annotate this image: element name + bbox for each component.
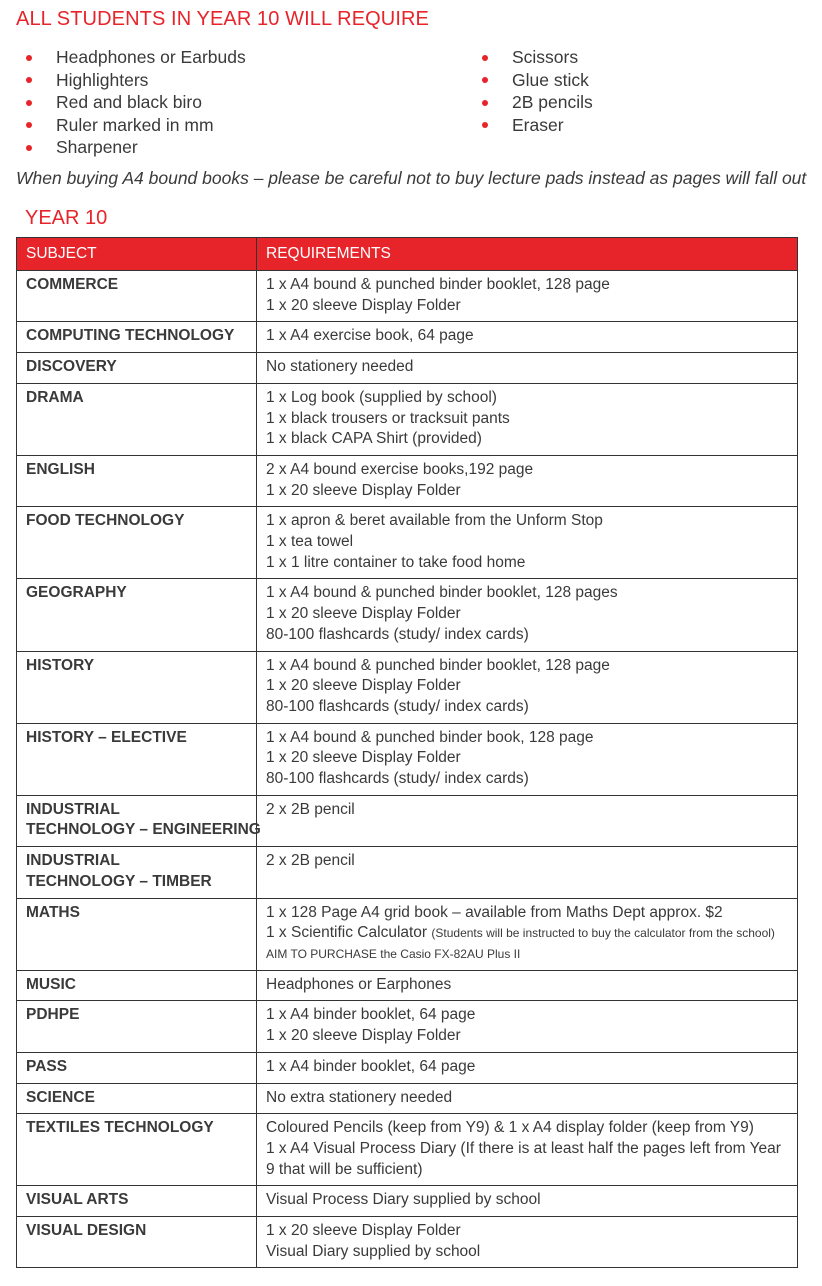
requirement-line: 2 x 2B pencil xyxy=(266,800,355,818)
requirements-cell xyxy=(257,1186,798,1217)
requirement-line: 1 x A4 bound & punched binder booklet, 128 page xyxy=(266,656,610,674)
subject-cell xyxy=(17,795,261,846)
table-row xyxy=(17,1052,798,1083)
requirements-cell xyxy=(257,383,798,455)
requirement-line: 1 x 128 Page A4 grid book – available from Maths Dept approx. $2 xyxy=(266,903,723,921)
subject-cell: FOOD TECHNOLOGY xyxy=(17,507,257,579)
table-row xyxy=(17,970,798,1001)
table-row xyxy=(17,1217,798,1268)
requirements-cell xyxy=(257,723,798,795)
requirement-line: Visual Process Diary supplied by school xyxy=(266,1191,541,1209)
requirement-line: Headphones or Earphones xyxy=(266,975,452,993)
requirements-cell xyxy=(257,1217,798,1268)
subject-cell: MATHS xyxy=(17,898,257,970)
bullet-icon xyxy=(26,55,32,61)
requirement-line: 1 x 20 sleeve Display Folder xyxy=(266,1222,461,1240)
requirement-line xyxy=(266,923,788,944)
requirement-line: 1 x A4 binder booklet, 64 page xyxy=(266,1057,476,1075)
requirement-line: No stationery needed xyxy=(266,358,414,376)
table-row xyxy=(17,1083,798,1114)
requirements-cell xyxy=(257,898,798,970)
requirement-line: 80-100 flashcards (study/ index cards) xyxy=(266,697,529,715)
requirement-line: 2 x 2B pencil xyxy=(266,852,355,870)
requirements-cell xyxy=(257,322,798,353)
calculator-requirement: 1 x Scientific Calculator xyxy=(266,924,428,942)
requirement-line: 1 x 1 litre container to take food home xyxy=(266,553,526,571)
requirements-cell xyxy=(257,795,798,846)
subject-cell xyxy=(17,847,257,898)
requirements-cell xyxy=(257,1114,798,1186)
calculator-model: Casio FX-82AU Plus II xyxy=(400,946,521,961)
subject-cell: PASS xyxy=(17,1052,257,1083)
table-row xyxy=(17,795,798,846)
table-row xyxy=(17,723,798,795)
subject-line: INDUSTRIAL xyxy=(26,800,120,818)
requirements-table xyxy=(16,237,798,1268)
subject-cell: SCIENCE xyxy=(17,1083,257,1114)
table-row xyxy=(17,507,798,579)
main-heading: ALL STUDENTS IN YEAR 10 WILL REQUIRE xyxy=(16,8,429,30)
subject-line: INDUSTRIAL xyxy=(26,852,120,870)
bullet-icon xyxy=(26,77,32,83)
table-row xyxy=(17,383,798,455)
requirements-cell xyxy=(257,970,798,1001)
requirements-cell xyxy=(257,353,798,384)
subject-cell: MUSIC xyxy=(17,970,257,1001)
table-header-row xyxy=(17,238,798,271)
subject-cell: TEXTILES TECHNOLOGY xyxy=(17,1114,257,1186)
requirement-line: 1 x black CAPA Shirt (provided) xyxy=(266,430,482,448)
requirement-line: 1 x A4 bound & punched binder booklet, 128 pages xyxy=(266,584,618,602)
table-row xyxy=(17,1186,798,1217)
stationery-list-page: ALL STUDENTS IN YEAR 10 WILL REQUIRE Headphones or Earbuds Highlighters Red and black biro Ruler marked in mm Sharpener Scissors Glue stick 2B pencils Eraser When buying A4 bound books – please be careful not to buy lecture pads instead as pages will fall out YEAR 10 SUBJECT REQUIREMENTS COMMERCE 1 x A4 bound & punched binder booklet, 128 page 1 x 20 sleeve Display Folder COMPUTING TECHNOLOGY 1 x A4 exercise book, 64 page DISCOVERY No stationery needed DRAMA 1 x Log book (supplied by school) 1 x black trousers or tracksuit pants 1 x black CAPA Shirt (provided) ENGLISH 2 x A4 bound exercise books,192 page 1 x 20 sleeve Display Folder FOOD TECHNOLOGY 1 x apron & beret available from the Unform Stop 1 x tea towel 1 x 1 litre container to take food home GEOGRAPHY 1 x A4 bound & punched binder booklet, 128 pages 1 x 20 sleeve Display Folder 80-100 flashcards (study/ index cards) HISTORY 1 x A4 bound & punched binder booklet, 128 page 1 x 20 sleeve Display Folder 80-100 flashcards (study/ index cards) HISTORY – ELECTIVE 1 x A4 bound & punched binder book, 128 page 1 x 20 sleeve Display Folder 80-100 flashcards (study/ index cards) INDUSTRIAL TECHNOLOGY – ENGINEERING 2 x 2B pencil INDUSTRIAL TECHNOLOGY – TIMBER 2 x 2B pencil MATHS 1 x 128 Page A4 grid book – available from Maths Dept approx. $2 1 x Scientific Calculator (Students will be instructed to buy the calculator from the school) AIM TO PURCHASE the Casio FX-82AU Plus II MUSIC Headphones or Earphones PDHPE 1 x A4 binder booklet, 64 page 1 x 20 sleeve Display Folder PASS 1 x A4 binder booklet, 64 page SCIENCE No extra stationery needed TEXTILES TECHNOLOGY Coloured Pencils (keep from Y9) & 1 x A4 display folder (keep from Y9) 1 x A4 Visual Process Diary (If there is at least half the pages left from Year 9 that will be sufficient) VISUAL ARTS Visual Process Diary supplied by school VISUAL DESIGN 1 x 20 sleeve Display Folder Visual Diary supplied by school xyxy=(0,0,822,1286)
requirement-line: 1 x 20 sleeve Display Folder xyxy=(266,1027,461,1045)
subject-cell: COMMERCE xyxy=(17,271,257,322)
table-row xyxy=(17,898,798,970)
table-row xyxy=(17,651,798,723)
requirement-line: 1 x A4 exercise book, 64 page xyxy=(266,327,474,345)
subject-cell: VISUAL ARTS xyxy=(17,1186,257,1217)
requirement-line: 1 x 20 sleeve Display Folder xyxy=(266,749,461,767)
year-heading: YEAR 10 xyxy=(25,207,108,229)
bullet-icon xyxy=(26,100,32,106)
requirements-cell xyxy=(257,1083,798,1114)
subject-cell: DRAMA xyxy=(17,383,257,455)
requirement-line: 1 x 20 sleeve Display Folder xyxy=(266,481,461,499)
subject-cell: GEOGRAPHY xyxy=(17,579,257,651)
requirement-line: 1 x 20 sleeve Display Folder xyxy=(266,677,461,695)
table-row xyxy=(17,353,798,384)
subject-line: TECHNOLOGY – ENGINEERING xyxy=(26,821,261,839)
subject-cell: ENGLISH xyxy=(17,455,257,506)
table-row xyxy=(17,847,798,898)
requirement-line: 1 x A4 bound & punched binder book, 128 page xyxy=(266,728,594,746)
requirement-line: 1 x 20 sleeve Display Folder xyxy=(266,296,461,314)
bullet-icon xyxy=(26,122,32,128)
requirement-line: Coloured Pencils (keep from Y9) & 1 x A4 display folder (keep from Y9) xyxy=(266,1119,754,1137)
requirements-cell xyxy=(257,507,798,579)
requirement-line: 1 x A4 bound & punched binder booklet, 128 page xyxy=(266,276,610,293)
requirements-cell xyxy=(257,1052,798,1083)
requirement-line: No extra stationery needed xyxy=(266,1088,453,1106)
table-row xyxy=(17,455,798,506)
requirement-line: 2 x A4 bound exercise books,192 page xyxy=(266,460,534,478)
bullet-icon xyxy=(482,122,488,128)
requirement-line: 80-100 flashcards (study/ index cards) xyxy=(266,770,529,788)
bullet-icon xyxy=(482,100,488,106)
subject-column-header: SUBJECT xyxy=(17,238,257,271)
requirement-line: 1 x apron & beret available from the Unform Stop xyxy=(266,512,603,530)
table-row xyxy=(17,1001,798,1052)
requirement-line: 1 x 20 sleeve Display Folder xyxy=(266,605,461,623)
table-row xyxy=(17,579,798,651)
requirements-cell xyxy=(257,579,798,651)
requirement-line xyxy=(266,944,788,965)
subject-cell: VISUAL DESIGN xyxy=(17,1217,257,1268)
requirement-line: 1 x black trousers or tracksuit pants xyxy=(266,409,510,427)
subject-cell: COMPUTING TECHNOLOGY xyxy=(17,322,257,353)
requirement-line: 1 x A4 Visual Process Diary (If there is at least half the pages left from Year 9 that will be sufficient) xyxy=(266,1139,781,1178)
bullet-icon xyxy=(482,77,488,83)
requirement-line: Visual Diary supplied by school xyxy=(266,1242,481,1260)
requirement-line: 1 x tea towel xyxy=(266,533,354,551)
requirements-cell xyxy=(257,271,798,322)
bullet-icon xyxy=(26,145,32,151)
subject-cell: PDHPE xyxy=(17,1001,257,1052)
calculator-note: (Students will be instructed to buy the calculator from the school) xyxy=(431,926,775,941)
purchase-aim: AIM TO PURCHASE the xyxy=(266,946,397,961)
a4-book-note: When buying A4 bound books – please be careful not to buy lecture pads instead as pages will fall out xyxy=(16,168,807,188)
subject-cell: HISTORY xyxy=(17,651,257,723)
table-row xyxy=(17,1114,798,1186)
subject-cell: HISTORY – ELECTIVE xyxy=(17,723,257,795)
subject-line: TECHNOLOGY – TIMBER xyxy=(26,872,212,890)
requirements-cell xyxy=(257,1001,798,1052)
requirements-cell xyxy=(257,651,798,723)
subject-cell: DISCOVERY xyxy=(17,353,257,384)
table-row xyxy=(17,322,798,353)
requirements-column-header: REQUIREMENTS xyxy=(257,238,798,271)
requirements-cell xyxy=(257,455,798,506)
requirements-cell xyxy=(257,847,798,898)
bullet-icon xyxy=(482,55,488,61)
table-row xyxy=(17,271,798,322)
requirement-line: 80-100 flashcards (study/ index cards) xyxy=(266,625,529,643)
requirement-line: 1 x Log book (supplied by school) xyxy=(266,388,497,406)
requirement-line: 1 x A4 binder booklet, 64 page xyxy=(266,1006,476,1024)
